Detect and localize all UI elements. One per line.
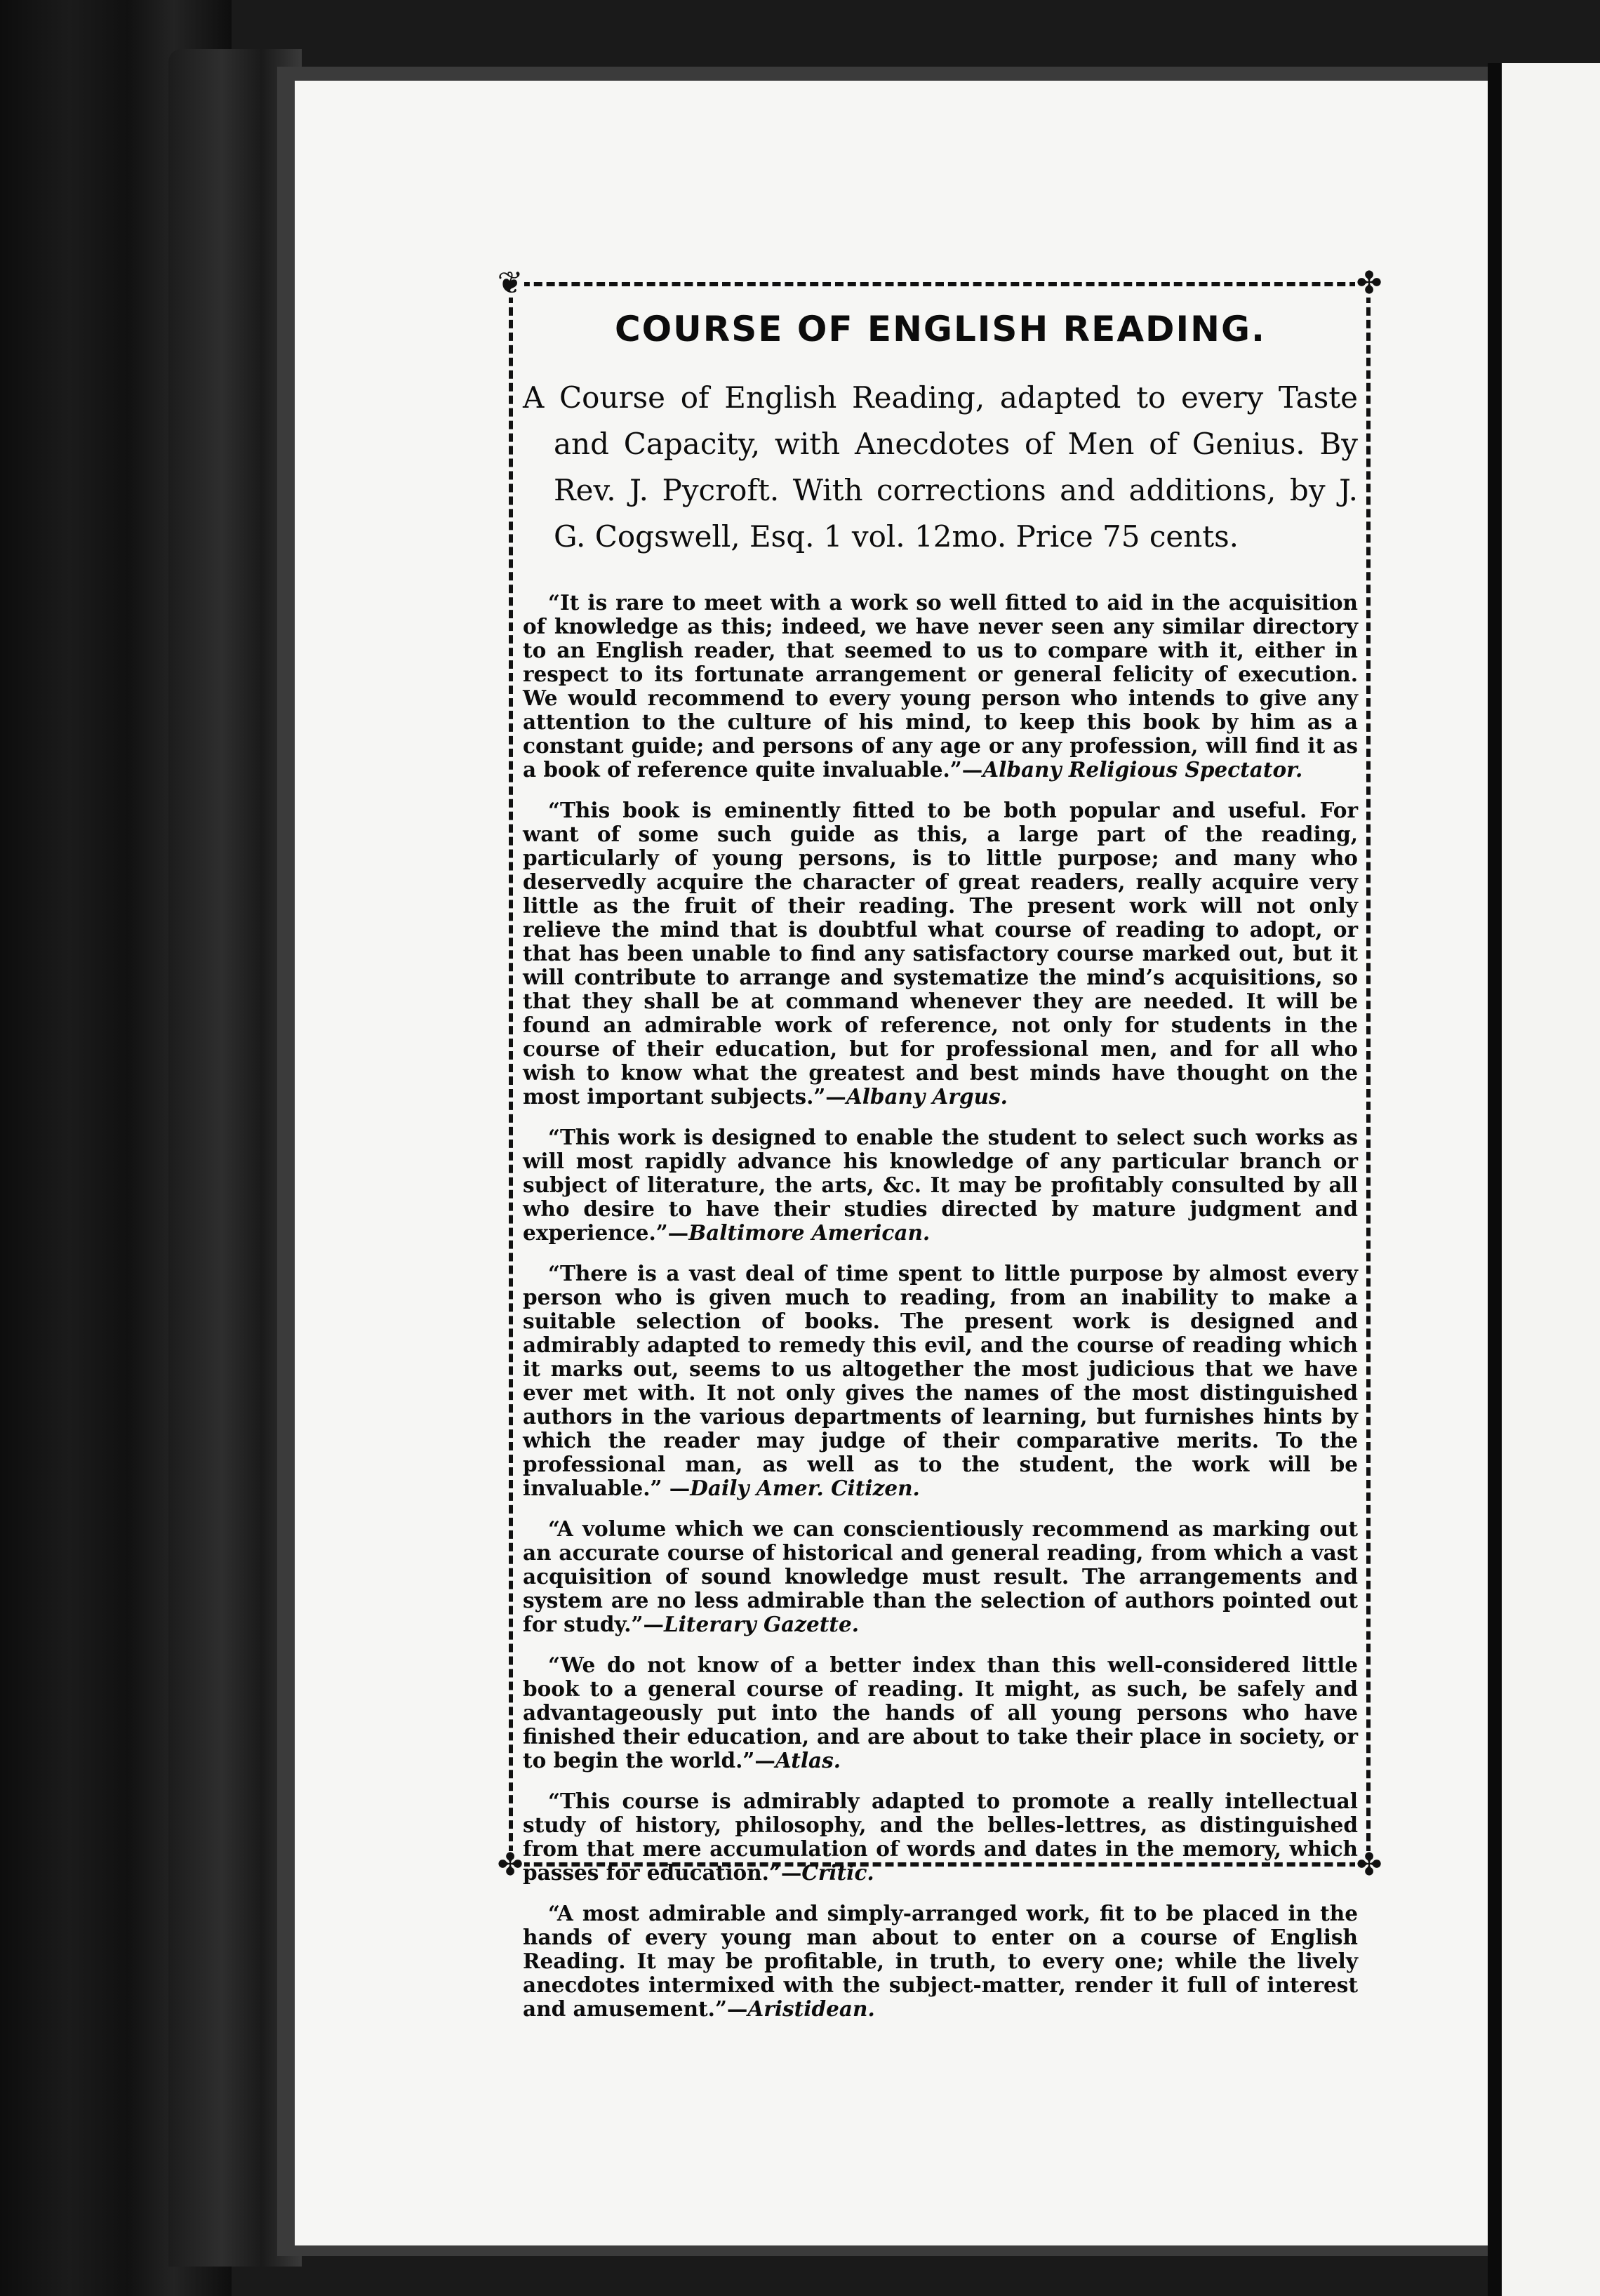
review-source: Albany Religious Spectator. [982,757,1303,782]
review-text: “This book is eminently fitted to be both popular and useful. For want of some such guide as this, a large part of the reading, particularly of young persons, is to little purpose; and many who deservedly acquire the character of great readers, really acquire very little as the fruit of their reading. The present work will not only relieve the mind that is doubtful what course of reading to adopt, or that has been unable to find any satisfactory course marked out, but it will contribute to arrange and systematize the mind’s acquisitions, so that they shall be at command whenever they are needed. It will be found an admirable work of reference, not only for students in the course of their education, but for professional men, and for all who wish to know what the greatest and best minds have thought on the most important subjects.”— [523,798,1358,1109]
review-quote [523,591,1358,782]
corner-ornament-top-right: ✤ [1356,265,1382,301]
review-quote [523,1789,1358,1885]
review-quote [523,1262,1358,1500]
review-quote [523,1126,1358,1245]
corner-ornament-top-left: ❦ [497,265,524,301]
review-text: “We do not know of a better index than this well-considered little book to a general course of reading. It might, as such, be safely and advantageously put into the hands of all young persons who have finished their education, and are about to take their place in society, or to begin the world.”— [523,1653,1358,1773]
facing-page-edge [1502,63,1600,2296]
review-quote [523,799,1358,1109]
review-quote [523,1902,1358,2021]
review-source: Literary Gazette. [663,1612,860,1636]
book-description: A Course of English Reading, adapted to every Taste and Capacity, with Anecdotes of Men of Genius. By Rev. J. Pycroft. With corrections and additions, by J. G. Cogswell, Esq. 1 vol. 12mo. Price 75 cents. [523,380,1358,554]
review-text: “This course is admirably adapted to promote a really intellectual study of history, philosophy, and the belles-lettres, as distinguished from that mere accumulation of words and dates in the memory, which passes for education.”— [523,1789,1358,1885]
review-source: Albany Argus. [846,1084,1008,1109]
review-text: “A volume which we can conscientiously recommend as marking out an accurate course of historical and general reading, from which a vast acquisition of sound knowledge must result. The arrangements and system are no less admirable than the selection of authors pointed out for study.”— [523,1516,1358,1636]
review-source: Daily Amer. Citizen. [690,1476,920,1500]
review-quote [523,1653,1358,1773]
review-source: Aristidean. [747,1996,875,2021]
review-text: “It is rare to meet with a work so well fitted to aid in the acquisition of knowledge as this; indeed, we have never seen any similar directory to an English reader, that seemed to us to compare with it, either in respect to its fortunate arrangement or general felicity of execution. We would recommend to every young person who intends to give any attention to the culture of his mind, to keep this book by him as a constant guide; and persons of any age or any profession, will find it as a book of reference quite invaluable.”— [523,590,1358,782]
review-text: “There is a vast deal of time spent to little purpose by almost every person who is given much to reading, from an inability to make a suitable selection of books. The present work is designed and admirably adapted to remedy this evil, and the course of reading which it marks out, seems to us altogether the most judicious that we have ever met with. It not only gives the names of the most distinguished authors in the various departments of learning, but furnishes hints by which the reader may judge of their comparative merits. To the professional man, as well as to the student, the work will be invaluable.” — [523,1261,1358,1500]
review-quote [523,1517,1358,1636]
corner-ornament-bottom-right: ✤ [1356,1847,1382,1883]
review-source: Atlas. [775,1748,841,1773]
page-gutter [1488,63,1503,2296]
advertisement [523,309,1358,2038]
review-list [523,591,1358,2021]
review-text: “This work is designed to enable the student to select such works as will most rapidly advance his knowledge of any particular branch or subject of literature, the arts, &c. It may be profitably consulted by all who desire to have their studies directed by mature judgment and experience.”— [523,1125,1358,1245]
review-text: “A most admirable and simply-arranged work, fit to be placed in the hands of every young man about to enter on a course of English Reading. It may be profitable, in truth, to every one; while the lively anecdotes intermixed with the subject-matter, render it full of interest and amusement.”— [523,1901,1358,2021]
ad-title: COURSE OF ENGLISH READING. [614,309,1267,349]
review-source: Critic. [801,1860,874,1885]
review-source: Baltimore American. [688,1220,931,1245]
corner-ornament-bottom-left: ✤ [497,1847,524,1883]
